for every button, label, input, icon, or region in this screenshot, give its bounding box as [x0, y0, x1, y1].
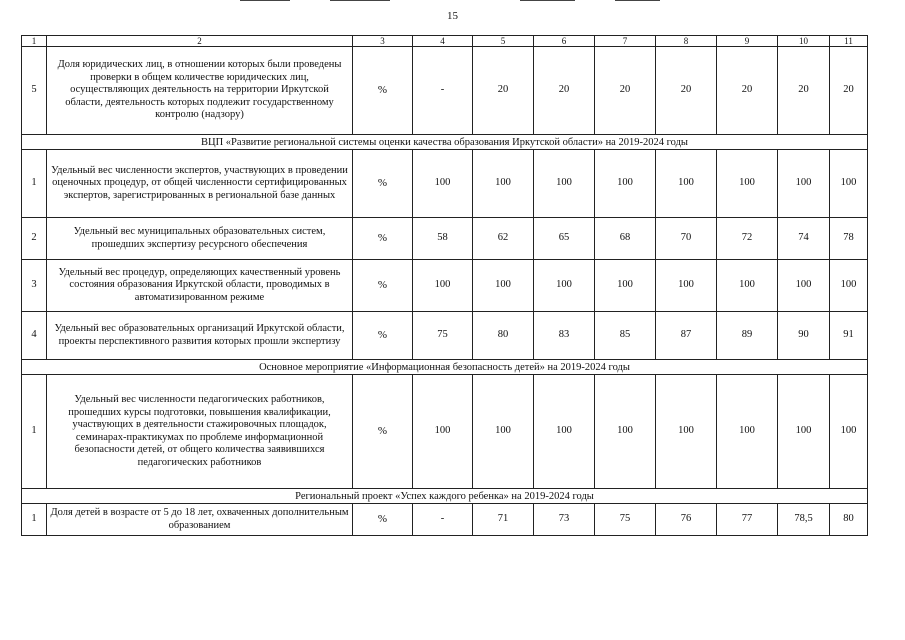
table-body — [22, 36, 868, 536]
indicator-name: Удельный вес численности экспертов, участвующих в проведении оценочных процедур, от общей численности сертифицированных экспертов, зарегистрированных в региональной базе данных — [47, 150, 353, 218]
column-number: 9 — [717, 36, 778, 47]
indicator-name: Доля детей в возрасте от 5 до 18 лет, охваченных дополнительным образованием — [47, 504, 353, 536]
value-cell: 100 — [778, 150, 830, 218]
scan-mark — [615, 0, 660, 1]
row-number: 1 — [22, 504, 47, 536]
unit-cell: % — [353, 260, 413, 312]
indicator-row — [22, 150, 868, 218]
value-cell: 72 — [717, 218, 778, 260]
unit-cell: % — [353, 504, 413, 536]
scan-mark — [520, 0, 575, 1]
value-cell: - — [413, 47, 473, 135]
row-number: 5 — [22, 47, 47, 135]
value-cell: 70 — [656, 218, 717, 260]
indicator-name: Удельный вес численности педагогических работников, прошедших курсы подготовки, повышения квалификации, участвующих в деятельности стажировочных площадок, семинарах-практикумах по проблеме информационной безопасности детей, от общего количества заявившихся педагогических работников — [47, 375, 353, 489]
value-cell: 100 — [595, 150, 656, 218]
value-cell: 100 — [656, 260, 717, 312]
section-title: ВЦП «Развитие региональной системы оценки качества образования Иркутской области» на 2019-2024 годы — [22, 135, 868, 150]
column-number: 4 — [413, 36, 473, 47]
indicator-name: Удельный вес образовательных организаций Иркутской области, проекты перспективного развития которых прошли экспертизу — [47, 312, 353, 360]
column-number: 8 — [656, 36, 717, 47]
value-cell: 80 — [830, 504, 868, 536]
column-number: 1 — [22, 36, 47, 47]
value-cell: 73 — [534, 504, 595, 536]
value-cell: 20 — [778, 47, 830, 135]
value-cell: 20 — [595, 47, 656, 135]
value-cell: 71 — [473, 504, 534, 536]
value-cell: 78 — [830, 218, 868, 260]
row-number: 3 — [22, 260, 47, 312]
value-cell: 20 — [473, 47, 534, 135]
value-cell: 90 — [778, 312, 830, 360]
indicator-row — [22, 375, 868, 489]
indicator-row — [22, 312, 868, 360]
value-cell: 100 — [656, 375, 717, 489]
value-cell: 89 — [717, 312, 778, 360]
value-cell: 91 — [830, 312, 868, 360]
unit-cell: % — [353, 150, 413, 218]
value-cell: 100 — [778, 260, 830, 312]
value-cell: 100 — [830, 260, 868, 312]
value-cell: - — [413, 504, 473, 536]
column-number-row — [22, 36, 868, 47]
unit-cell: % — [353, 312, 413, 360]
value-cell: 100 — [595, 375, 656, 489]
indicator-row — [22, 260, 868, 312]
value-cell: 100 — [830, 150, 868, 218]
value-cell: 65 — [534, 218, 595, 260]
value-cell: 100 — [413, 260, 473, 312]
indicator-row — [22, 504, 868, 536]
value-cell: 100 — [717, 375, 778, 489]
column-number: 3 — [353, 36, 413, 47]
value-cell: 85 — [595, 312, 656, 360]
indicator-row — [22, 47, 868, 135]
value-cell: 58 — [413, 218, 473, 260]
value-cell: 62 — [473, 218, 534, 260]
column-number: 6 — [534, 36, 595, 47]
indicator-row — [22, 218, 868, 260]
value-cell: 75 — [413, 312, 473, 360]
value-cell: 75 — [595, 504, 656, 536]
value-cell: 87 — [656, 312, 717, 360]
value-cell: 100 — [534, 150, 595, 218]
column-number: 7 — [595, 36, 656, 47]
value-cell: 78,5 — [778, 504, 830, 536]
value-cell: 20 — [830, 47, 868, 135]
value-cell: 100 — [595, 260, 656, 312]
value-cell: 100 — [830, 375, 868, 489]
value-cell: 100 — [473, 260, 534, 312]
row-number: 1 — [22, 150, 47, 218]
value-cell: 100 — [534, 375, 595, 489]
value-cell: 100 — [473, 150, 534, 218]
value-cell: 100 — [473, 375, 534, 489]
unit-cell: % — [353, 218, 413, 260]
value-cell: 100 — [717, 150, 778, 218]
value-cell: 83 — [534, 312, 595, 360]
indicator-name: Удельный вес муниципальных образовательных систем, прошедших экспертизу ресурсного обеспечения — [47, 218, 353, 260]
value-cell: 100 — [717, 260, 778, 312]
section-title: Региональный проект «Успех каждого ребенка» на 2019-2024 годы — [22, 489, 868, 504]
value-cell: 80 — [473, 312, 534, 360]
value-cell: 77 — [717, 504, 778, 536]
value-cell: 100 — [413, 150, 473, 218]
section-header-row — [22, 135, 868, 150]
row-number: 1 — [22, 375, 47, 489]
column-number: 2 — [47, 36, 353, 47]
column-number: 10 — [778, 36, 830, 47]
scan-mark — [330, 0, 390, 1]
value-cell: 100 — [534, 260, 595, 312]
value-cell: 100 — [656, 150, 717, 218]
value-cell: 100 — [413, 375, 473, 489]
row-number: 2 — [22, 218, 47, 260]
scan-mark — [240, 0, 290, 1]
section-header-row — [22, 489, 868, 504]
row-number: 4 — [22, 312, 47, 360]
unit-cell: % — [353, 47, 413, 135]
value-cell: 20 — [534, 47, 595, 135]
page-number: 15 — [447, 10, 458, 22]
section-title: Основное мероприятие «Информационная безопасность детей» на 2019-2024 годы — [22, 360, 868, 375]
value-cell: 68 — [595, 218, 656, 260]
value-cell: 20 — [656, 47, 717, 135]
unit-cell: % — [353, 375, 413, 489]
value-cell: 100 — [778, 375, 830, 489]
column-number: 5 — [473, 36, 534, 47]
column-number: 11 — [830, 36, 868, 47]
value-cell: 74 — [778, 218, 830, 260]
value-cell: 76 — [656, 504, 717, 536]
section-header-row — [22, 360, 868, 375]
value-cell: 20 — [717, 47, 778, 135]
indicators-table — [21, 35, 868, 536]
indicator-name: Доля юридических лиц, в отношении которых были проведены проверки в общем количестве юридических лиц, осуществляющих деятельность на территории Иркутской области, деятельность которых подлежит государственному контролю (надзору) — [47, 47, 353, 135]
indicator-name: Удельный вес процедур, определяющих качественный уровень состояния образования Иркутской области, проводимых в автоматизированном режиме — [47, 260, 353, 312]
